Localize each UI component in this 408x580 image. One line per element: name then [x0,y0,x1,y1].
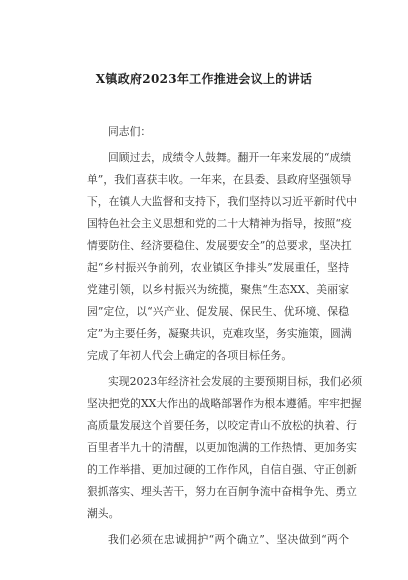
paragraph-line: 潮头。 [87,507,120,520]
paragraph-line: 下，在镇人大监督和支持下，我们坚持以习近平新时代中 [87,195,357,208]
paragraph-line: 坚决把党的XX大作出的战略部署作为根本遵循。牢牢把握 [87,397,362,410]
document-title: X镇政府2023年工作推进会议上的讲话 [95,72,313,86]
paragraph-line: 百里者半九十的清醒，以更加饱满的工作热情、更加务实 [87,441,357,454]
paragraph-line: 实现2023年经济社会发展的主要预期目标，我们必须 [108,375,363,388]
paragraph-line: 单”，我们喜获丰收。一年来，在县委、县政府坚强领导 [87,173,352,186]
paragraph-line: 党建引领，以乡村振兴为统揽，聚焦“生态XX、美丽家 [87,283,349,296]
paragraph-line: 回顾过去，成绩令人鼓舞。翻开一年来发展的“成绩 [108,151,352,164]
paragraph-line: 起“乡村振兴争前列，农业镇区争排头”发展重任，坚持 [87,261,349,274]
paragraph-line: 完成了年初人代会上确定的各项目标任务。 [87,349,293,362]
paragraph-line: 的工作举措、更加过硬的工作作风，自信自强、守正创新 [87,463,357,476]
paragraph-line: 高质量发展这个首要任务，以咬定青山不放松的执着、行 [87,419,357,432]
paragraph-line: 园”定位，以“兴产业、促发展、保民生、优环境、保稳 [87,305,349,318]
paragraph-2 [87,371,363,525]
paragraph-1 [87,147,357,367]
document-body [87,121,363,551]
paragraph-line: 我们必须在忠诚拥护“两个确立”、坚决做到“两个 [108,533,349,546]
salutation: 同志们： [108,125,152,138]
paragraph-line: 国特色社会主义思想和党的二十大精神为指导，按照“疫 [87,217,352,230]
paragraph-line: 情要防住、经济要稳住、发展要安全”的总要求，坚决扛 [87,239,352,252]
paragraph-line: 狠抓落实、埋头苦干，努力在百舸争流中奋楫争先、勇立 [87,485,357,498]
paragraph-line: 定”为主要任务，凝聚共识，克难攻坚，务实施策，圆满 [87,327,352,340]
paragraph-3 [87,529,349,551]
